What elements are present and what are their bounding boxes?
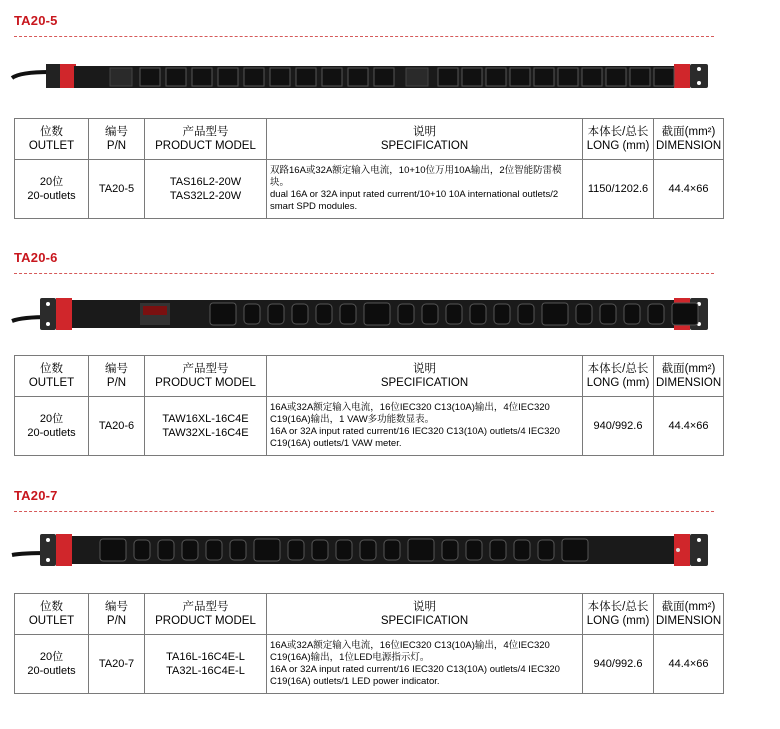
cell-model: TAS16L2-20W TAS32L2-20W	[145, 160, 267, 219]
c13-socket	[340, 304, 356, 324]
cell-long: 1150/1202.6	[583, 160, 654, 219]
universal-socket	[438, 68, 458, 86]
c13-socket	[514, 540, 530, 560]
section-title: TA20-5	[14, 13, 58, 28]
header-pn: 编号 P/N	[89, 594, 145, 635]
universal-socket	[534, 68, 554, 86]
header-outlet: 位数 OUTLET	[15, 119, 89, 160]
header-long: 本体长/总长 LONG (mm)	[583, 119, 654, 160]
section-title: TA20-6	[14, 250, 58, 265]
section-divider	[14, 273, 714, 274]
c19-socket	[364, 303, 390, 325]
header-spec: 说明 SPECIFICATION	[267, 356, 583, 397]
pdu-image-iec-outlets-led	[10, 531, 720, 569]
c13-socket	[230, 540, 246, 560]
header-dimension: 截面(mm²) DIMENSION	[654, 119, 724, 160]
section-ta20-6	[0, 237, 780, 467]
universal-socket	[218, 68, 238, 86]
universal-socket	[322, 68, 342, 86]
section-ta20-5	[0, 0, 780, 230]
universal-socket	[296, 68, 316, 86]
section-divider	[14, 36, 714, 37]
header-spec: 说明 SPECIFICATION	[267, 594, 583, 635]
header-model: 产品型号 PRODUCT MODEL	[145, 594, 267, 635]
header-model: 产品型号 PRODUCT MODEL	[145, 356, 267, 397]
cell-specification: 双路16A或32A额定输入电流，10+10位万用10A输出，2位智能防雷模块。 dual 16A or 32A input rated current/10+10 10A international outlets/2 smart SPD modules.	[267, 160, 583, 219]
universal-socket	[606, 68, 626, 86]
cell-dimension: 44.4×66	[654, 635, 724, 694]
cell-pn: TA20-7	[89, 635, 145, 694]
c13-socket	[244, 304, 260, 324]
spec-table	[14, 593, 724, 694]
c13-socket	[336, 540, 352, 560]
c19-socket	[254, 539, 280, 561]
c13-socket	[494, 304, 510, 324]
c19-socket	[672, 303, 698, 325]
c13-socket	[360, 540, 376, 560]
section-ta20-7	[0, 475, 780, 705]
cell-outlet: 20位 20-outlets	[15, 160, 89, 219]
header-outlet: 位数 OUTLET	[15, 356, 89, 397]
c13-socket	[442, 540, 458, 560]
universal-socket	[244, 68, 264, 86]
c13-socket	[384, 540, 400, 560]
section-divider	[14, 511, 714, 512]
universal-socket	[348, 68, 368, 86]
c19-socket	[408, 539, 434, 561]
universal-socket	[270, 68, 290, 86]
cell-long: 940/992.6	[583, 397, 654, 456]
spd-module	[406, 68, 428, 86]
c13-socket	[206, 540, 222, 560]
header-model: 产品型号 PRODUCT MODEL	[145, 119, 267, 160]
c13-socket	[292, 304, 308, 324]
c19-socket	[562, 539, 588, 561]
c19-socket	[210, 303, 236, 325]
pdu-image-universal-outlets	[10, 58, 720, 98]
c13-socket	[422, 304, 438, 324]
header-long: 本体长/总长 LONG (mm)	[583, 594, 654, 635]
universal-socket	[630, 68, 650, 86]
header-pn: 编号 P/N	[89, 119, 145, 160]
header-dimension: 截面(mm²) DIMENSION	[654, 594, 724, 635]
universal-socket	[192, 68, 212, 86]
cell-long: 940/992.6	[583, 635, 654, 694]
universal-socket	[510, 68, 530, 86]
header-pn: 编号 P/N	[89, 356, 145, 397]
spd-module	[110, 68, 132, 86]
c13-socket	[576, 304, 592, 324]
cell-outlet: 20位 20-outlets	[15, 635, 89, 694]
universal-socket	[462, 68, 482, 86]
cell-dimension: 44.4×66	[654, 160, 724, 219]
cell-specification: 16A或32A额定输入电流，16位IEC320 C13(10A)输出，4位IEC320 C19(16A)输出，1位LED电源指示灯。 16A or 32A input rated current/16 IEC320 C13(10A) outlets/4 IEC320 C19(16A) outlets/1 LED power indicator.	[267, 635, 583, 694]
c13-socket	[316, 304, 332, 324]
cell-pn: TA20-6	[89, 397, 145, 456]
universal-socket	[486, 68, 506, 86]
c19-socket	[542, 303, 568, 325]
c13-socket	[268, 304, 284, 324]
cell-specification: 16A或32A额定输入电流，16位IEC320 C13(10A)输出，4位IEC320 C19(16A)输出，1 VAW多功能数显表。 16A or 32A input rated current/16 IEC320 C13(10A) outlets/4 IEC320 C19(16A) outlets/1 VAW meter.	[267, 397, 583, 456]
c13-socket	[538, 540, 554, 560]
c13-socket	[600, 304, 616, 324]
universal-socket	[166, 68, 186, 86]
c13-socket	[182, 540, 198, 560]
universal-socket	[582, 68, 602, 86]
c13-socket	[398, 304, 414, 324]
universal-socket	[654, 68, 674, 86]
c13-socket	[446, 304, 462, 324]
cell-pn: TA20-5	[89, 160, 145, 219]
spec-table	[14, 118, 724, 219]
c19-socket	[100, 539, 126, 561]
universal-socket	[140, 68, 160, 86]
cell-outlet: 20位 20-outlets	[15, 397, 89, 456]
cell-dimension: 44.4×66	[654, 397, 724, 456]
header-outlet: 位数 OUTLET	[15, 594, 89, 635]
c13-socket	[490, 540, 506, 560]
cell-model: TA16L-16C4E-L TA32L-16C4E-L	[145, 635, 267, 694]
c13-socket	[648, 304, 664, 324]
c13-socket	[288, 540, 304, 560]
cell-model: TAW16XL-16C4E TAW32XL-16C4E	[145, 397, 267, 456]
c13-socket	[624, 304, 640, 324]
c13-socket	[518, 304, 534, 324]
header-spec: 说明 SPECIFICATION	[267, 119, 583, 160]
spec-table	[14, 355, 724, 456]
section-title: TA20-7	[14, 488, 58, 503]
c13-socket	[466, 540, 482, 560]
universal-socket	[558, 68, 578, 86]
universal-socket	[374, 68, 394, 86]
header-long: 本体长/总长 LONG (mm)	[583, 356, 654, 397]
header-dimension: 截面(mm²) DIMENSION	[654, 356, 724, 397]
c13-socket	[134, 540, 150, 560]
c13-socket	[158, 540, 174, 560]
pdu-image-iec-outlets-meter	[10, 295, 720, 333]
c13-socket	[470, 304, 486, 324]
c13-socket	[312, 540, 328, 560]
